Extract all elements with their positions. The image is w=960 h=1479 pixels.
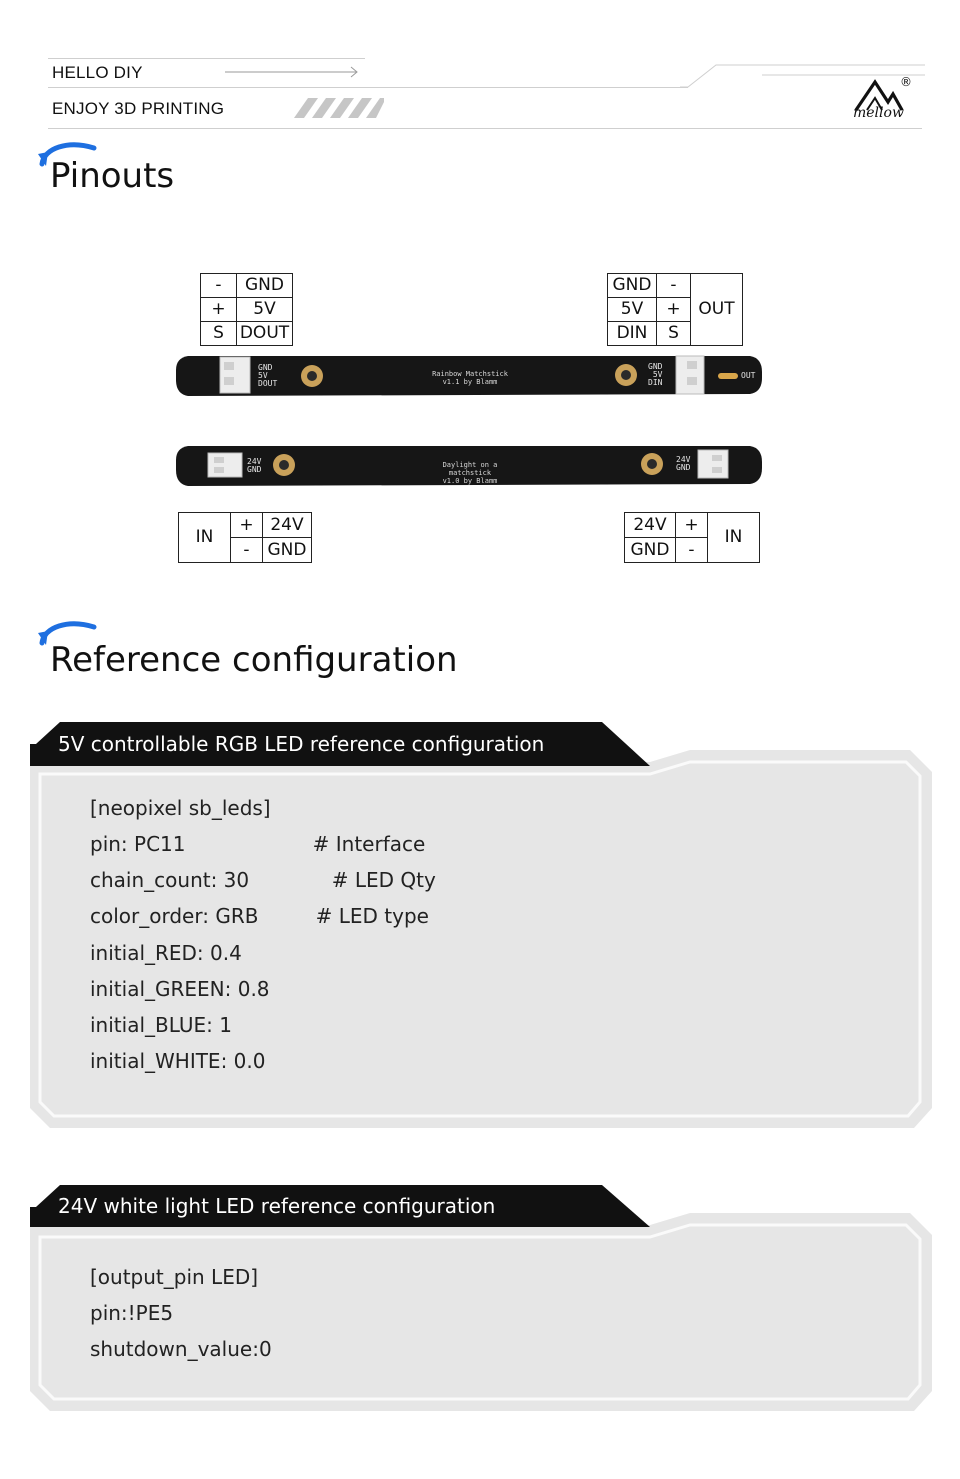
config-line: pin: PC11 # Interface xyxy=(90,832,426,856)
config-line: [neopixel sb_leds] xyxy=(90,796,271,820)
header-tagline-2: ENJOY 3D PRINTING xyxy=(52,99,225,118)
pin-sign: S xyxy=(201,322,237,346)
pad-label: GND xyxy=(258,363,273,372)
strip1-out-label: OUT xyxy=(741,371,756,380)
pin-name: DOUT xyxy=(237,322,293,346)
strip1-title-line: Rainbow Matchstick xyxy=(432,370,508,378)
strip2-left-pads xyxy=(247,458,261,474)
pin-sign: + xyxy=(201,298,237,322)
config-line: color_order: GRB # LED type xyxy=(90,904,429,928)
header-divider xyxy=(48,58,365,59)
config-line: initial_RED: 0.4 xyxy=(90,941,242,965)
pin-name: GND xyxy=(237,274,293,298)
pad-label: 24V xyxy=(676,455,691,464)
pin-sign: S xyxy=(657,322,691,346)
arrow-right-icon xyxy=(225,66,360,78)
strip2-right-pads xyxy=(676,456,690,472)
pin-name: 24V xyxy=(625,513,676,538)
pin-name: GND xyxy=(625,538,676,563)
pad-label: GND xyxy=(676,463,691,472)
pin-name: DIN xyxy=(608,322,657,346)
strip1-right-pads xyxy=(648,363,662,387)
rgb-config-heading: 5V controllable RGB LED reference configuration xyxy=(58,732,545,756)
pad-label: GND xyxy=(648,362,663,371)
header-bottom-rule xyxy=(48,128,922,129)
pin-name: GND xyxy=(263,538,312,563)
side-label: IN xyxy=(179,513,231,563)
white-config-panel xyxy=(30,1185,932,1411)
pin-name: 5V xyxy=(608,298,657,322)
pin-sign: + xyxy=(676,513,708,538)
side-label: OUT xyxy=(691,274,743,346)
pin-sign: + xyxy=(657,298,691,322)
pin-name: 5V xyxy=(237,298,293,322)
rgb-left-pin-table xyxy=(200,273,293,346)
pad-label: DIN xyxy=(648,378,663,387)
pin-sign: - xyxy=(231,538,263,563)
strip2-title xyxy=(428,461,512,485)
pin-name: 24V xyxy=(263,513,312,538)
registered-mark: ® xyxy=(900,75,912,89)
pinouts-title: Pinouts xyxy=(50,156,175,196)
pad-label: GND xyxy=(247,465,262,474)
side-label: IN xyxy=(708,513,760,563)
pin-sign: + xyxy=(231,513,263,538)
reference-title: Reference configuration xyxy=(50,640,458,680)
config-line: chain_count: 30 # LED Qty xyxy=(90,868,436,892)
strip1-title xyxy=(430,370,510,386)
strip1-title-line: v1.1 by Blamm xyxy=(442,378,498,386)
header-divider xyxy=(48,87,688,88)
strip2-title-line: v1.0 by Blamm xyxy=(442,477,498,485)
pin-name: GND xyxy=(608,274,657,298)
pad-label: DOUT xyxy=(258,379,278,388)
config-line: initial_WHITE: 0.0 xyxy=(90,1049,266,1073)
config-line: shutdown_value:0 xyxy=(90,1337,272,1361)
pin-sign: - xyxy=(676,538,708,563)
config-line: pin:!PE5 xyxy=(90,1301,174,1325)
pin-sign: - xyxy=(657,274,691,298)
pad-label: 24V xyxy=(247,457,262,466)
header-tagline-1: HELLO DIY xyxy=(52,63,143,82)
config-line: [output_pin LED] xyxy=(90,1265,259,1289)
hatch-stripes-decoration xyxy=(294,98,384,118)
strip2-title-line: Daylight on a matchstick xyxy=(442,461,498,477)
rgb-right-pin-table xyxy=(607,273,743,346)
brand-name: mellow xyxy=(853,105,904,121)
white-right-pin-table xyxy=(624,512,760,563)
pin-sign: - xyxy=(201,274,237,298)
config-line: initial_GREEN: 0.8 xyxy=(90,977,270,1001)
white-config-heading: 24V white light LED reference configuration xyxy=(58,1194,496,1218)
strip1-left-pads xyxy=(258,364,277,388)
pad-label: 5V xyxy=(652,370,663,379)
white-left-pin-table xyxy=(178,512,312,563)
config-line: initial_BLUE: 1 xyxy=(90,1013,232,1037)
pad-label: 5V xyxy=(258,371,268,380)
